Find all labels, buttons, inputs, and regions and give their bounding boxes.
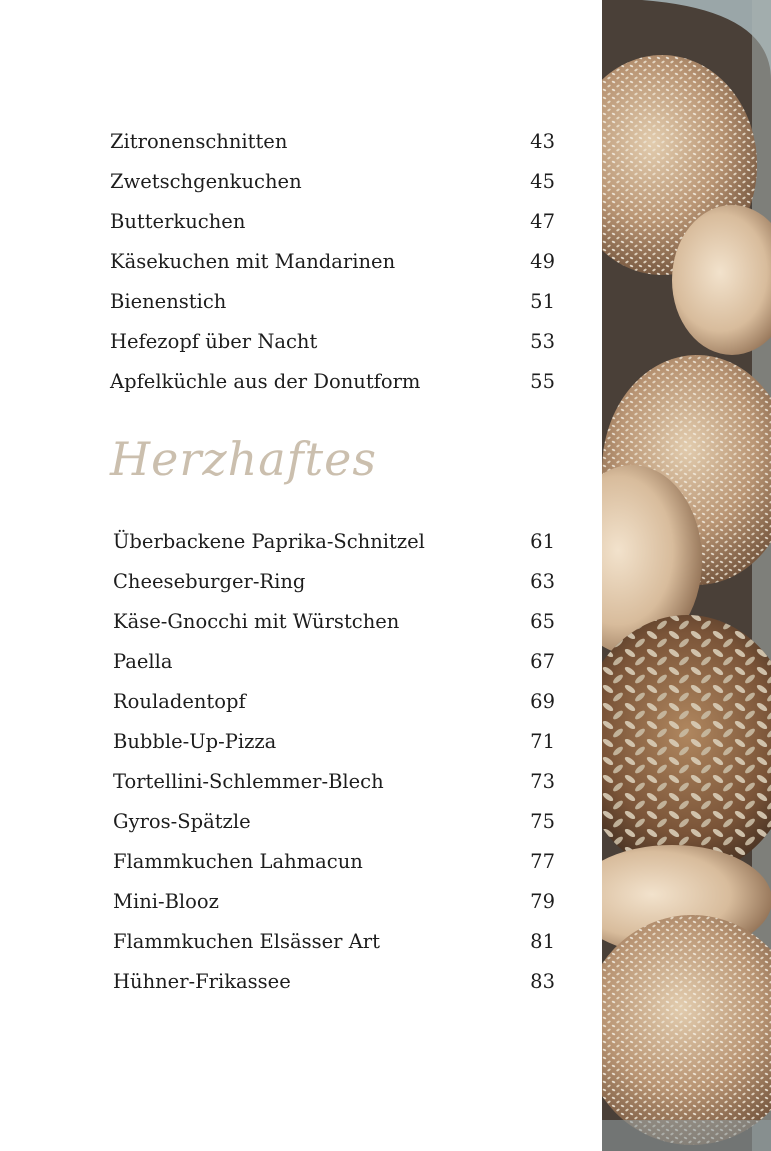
- toc-entry-page: 53: [530, 330, 555, 353]
- sesame-rolls-illustration: [602, 0, 771, 1151]
- toc-entry-page: 63: [530, 570, 555, 593]
- toc-entry-title: Käsekuchen mit Mandarinen: [110, 250, 396, 273]
- toc-entry-title: Mini-Blooz: [113, 890, 219, 913]
- toc-list-savory: [113, 522, 555, 1002]
- toc-entry[interactable]: [113, 802, 555, 842]
- toc-entry-page: 79: [530, 890, 555, 913]
- bread-rolls-photo: [602, 0, 771, 1151]
- toc-entry-title: Überbackene Paprika-Schnitzel: [113, 530, 425, 553]
- toc-entry[interactable]: [113, 522, 555, 562]
- toc-entry-page: 65: [530, 610, 555, 633]
- toc-entry-page: 75: [530, 810, 555, 833]
- toc-entry-title: Flammkuchen Elsässer Art: [113, 930, 380, 953]
- toc-entry-title: Zitronenschnitten: [110, 130, 288, 153]
- toc-entry-page: 71: [530, 730, 555, 753]
- toc-entry-page: 47: [530, 210, 555, 233]
- toc-entry[interactable]: [110, 122, 555, 162]
- toc-entry[interactable]: [110, 162, 555, 202]
- toc-entry-title: Käse-Gnocchi mit Würstchen: [113, 610, 400, 633]
- toc-entry[interactable]: [110, 362, 555, 402]
- toc-entry[interactable]: [113, 842, 555, 882]
- toc-entry-page: 77: [530, 850, 555, 873]
- toc-entry[interactable]: [113, 962, 555, 1002]
- toc-list-sweet: [110, 122, 555, 402]
- toc-entry-title: Hefezopf über Nacht: [110, 330, 318, 353]
- toc-entry[interactable]: [113, 602, 555, 642]
- toc-entry-title: Bubble-Up-Pizza: [113, 730, 277, 753]
- toc-entry-title: Zwetschgenkuchen: [110, 170, 302, 193]
- toc-entry-title: Apfelküchle aus der Donutform: [110, 370, 421, 393]
- toc-entry-title: Gyros-Spätzle: [113, 810, 251, 833]
- toc-entry[interactable]: [110, 322, 555, 362]
- toc-entry-title: Hühner-Frikassee: [113, 970, 291, 993]
- toc-entry-page: 49: [530, 250, 555, 273]
- toc-entry[interactable]: [110, 242, 555, 282]
- toc-entry[interactable]: [113, 882, 555, 922]
- toc-entry[interactable]: [113, 642, 555, 682]
- toc-entry-page: 83: [530, 970, 555, 993]
- toc-entry-page: 69: [530, 690, 555, 713]
- toc-entry-title: Rouladentopf: [113, 690, 246, 713]
- toc-entry-title: Butterkuchen: [110, 210, 246, 233]
- toc-entry[interactable]: [113, 762, 555, 802]
- toc-entry-page: 43: [530, 130, 555, 153]
- toc-entry-page: 73: [530, 770, 555, 793]
- toc-entry[interactable]: [110, 282, 555, 322]
- toc-entry-title: Bienenstich: [110, 290, 227, 313]
- toc-entry-page: 67: [530, 650, 555, 673]
- toc-entry-title: Cheeseburger-Ring: [113, 570, 306, 593]
- toc-entry-page: 81: [530, 930, 555, 953]
- section-heading: Herzhaftes: [110, 432, 377, 486]
- toc-entry-title: Paella: [113, 650, 173, 673]
- toc-entry[interactable]: [113, 562, 555, 602]
- toc-entry-page: 45: [530, 170, 555, 193]
- toc-entry[interactable]: [113, 682, 555, 722]
- toc-entry-page: 51: [530, 290, 555, 313]
- toc-entry-title: Flammkuchen Lahmacun: [113, 850, 363, 873]
- toc-entry[interactable]: [110, 202, 555, 242]
- toc-entry-title: Tortellini-Schlemmer-Blech: [113, 770, 384, 793]
- toc-entry-page: 61: [530, 530, 555, 553]
- toc-entry[interactable]: [113, 922, 555, 962]
- toc-entry-page: 55: [530, 370, 555, 393]
- toc-entry[interactable]: [113, 722, 555, 762]
